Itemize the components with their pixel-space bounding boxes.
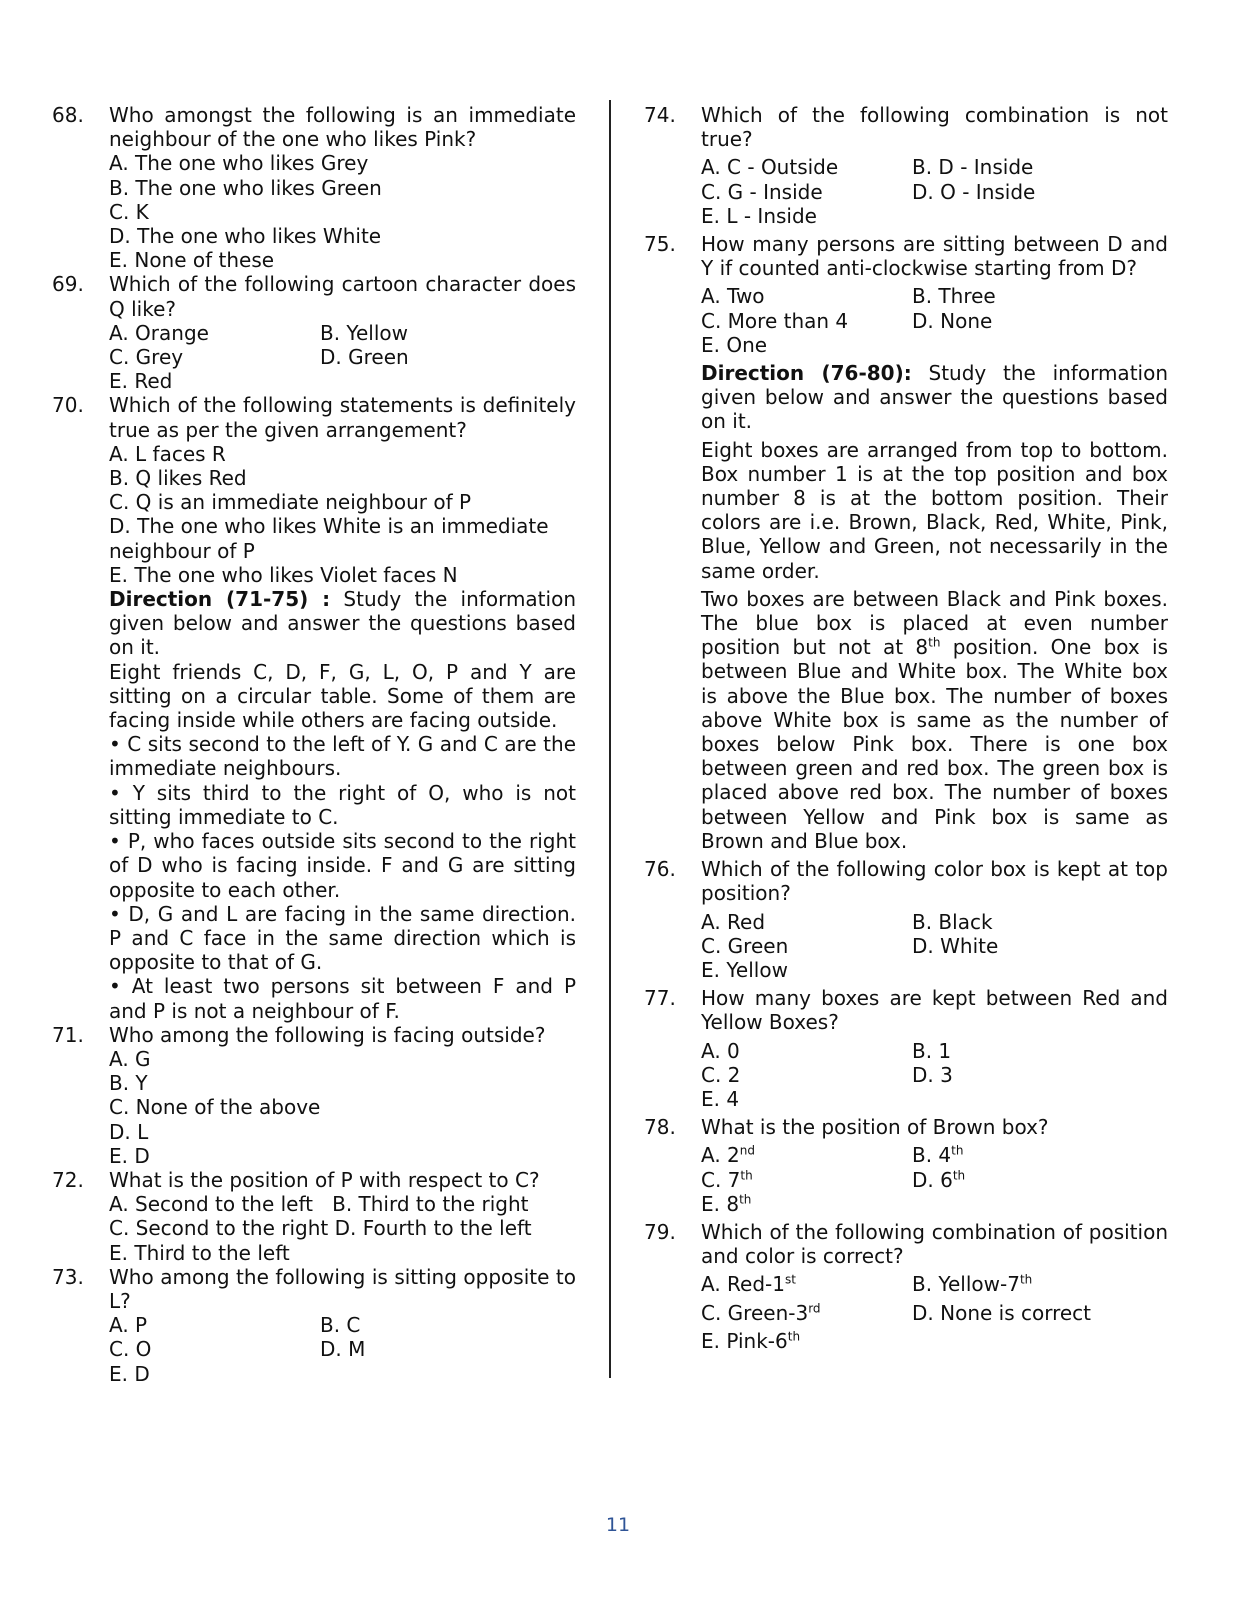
option: D. O - Inside [912,179,1036,204]
option: B. Yellow [320,320,409,345]
options-grid [109,1313,576,1386]
ordinal-suffix: th [739,1192,752,1207]
direction-76-80 [644,361,1168,434]
option: C. Q is an immediate neighbour of P [109,490,472,515]
option [912,1272,1168,1296]
option: B. Third to the right [332,1192,529,1217]
option: C. None of the above [109,1095,321,1120]
option [701,1192,912,1216]
info-bullet: • P, who faces outside sits second to the right of D who is facing inside. F and G are sitting opposite to each other. [109,829,576,902]
option: D. Green [320,345,409,370]
question-text: Which of the following combination of position and color is correct? [701,1219,1168,1269]
option: D. White [912,933,999,958]
info-intro: Eight friends C, D, F, G, L, O, P and Y are sitting on a circular table. Some of them are facing inside while others are facing outside. [109,659,576,733]
question-text: Which of the following cartoon character does Q like? [109,272,576,321]
option: E. None of these [109,248,275,273]
option-text: E. Pink-6 [701,1328,788,1353]
question-number: 78. [644,1115,676,1140]
options-grid [109,321,576,394]
question-number: 73. [52,1264,84,1289]
ordinal-suffix: th [1019,1272,1033,1287]
info-bullet: • C sits second to the left of Y. G and C are the immediate neighbours. [109,732,576,781]
question-number: 79. [644,1219,676,1244]
ordinal-suffix: st [784,1272,796,1287]
option [701,1272,912,1296]
question-68 [52,103,576,272]
question-number: 75. [644,232,676,257]
option: C. Grey [109,345,184,370]
option: E. D [109,1143,150,1168]
question-69 [52,272,576,393]
option: B. Q likes Red [109,466,247,491]
question-number: 68. [52,103,84,127]
direction-label: Direction (76-80): [701,361,912,386]
info-bullet: • At least two persons sit between F and P and P is not a neighbour of F. [109,974,576,1023]
question-text: What is the position of Brown box? [701,1115,1049,1140]
option: B. C [320,1313,361,1338]
info-bullet: • D, G and L are facing in the same direction. P and C face in the same direction which is opposite to that of G. [109,901,576,975]
option: E. Red [109,369,173,394]
question-77 [644,986,1168,1111]
right-column [644,103,1168,1353]
option-text: C. Green-3 [701,1300,809,1325]
question-70 [52,393,576,587]
option: C. Second to the right [109,1216,329,1241]
option: A. Two [701,284,765,309]
direction-label: Direction (71-75) : [109,587,331,612]
option: E. Third to the left [109,1240,290,1265]
option-row [109,1216,576,1240]
option: D. The one who likes White [109,224,382,249]
question-74 [644,103,1168,228]
ordinal-suffix: th [740,1167,753,1182]
option: B. Black [912,909,993,934]
question-text: Which of the following color box is kept at top position? [701,857,1168,906]
option: E. 4 [701,1086,740,1111]
option: D. M [320,1337,366,1362]
option: E. Yellow [701,957,788,982]
info-paragraph: Eight boxes are arranged from top to bottom. Box number 1 is at the top position and box number 8 is at the bottom position. Their colors are i.e. Brown, Black, Red, White, Pink, Blue, Yellow and Green, not necessarily in the same order. [701,437,1168,583]
option-text: B. Yellow-7 [912,1272,1020,1297]
option: A. Orange [109,320,209,345]
options-grid [701,1143,1168,1216]
option: B. Y [109,1071,148,1096]
option [912,1168,1168,1192]
question-71 [52,1023,576,1168]
option: B. The one who likes Green [109,175,382,200]
ordinal-suffix: nd [739,1143,756,1158]
option: A. Second to the left [109,1192,314,1217]
option: A. C - Outside [701,155,839,180]
question-text: Who among the following is sitting opposite to L? [109,1264,576,1313]
options-grid [701,910,1168,983]
option: C. O [109,1337,152,1362]
question-76 [644,857,1168,982]
option: A. L faces R [109,441,226,466]
option: E. The one who likes Violet faces N [109,562,458,587]
option: D. L [109,1119,149,1144]
option: D. Fourth to the left [334,1216,532,1241]
option: A. P [109,1313,148,1338]
question-text: Who amongst the following is an immediate neighbour of the one who likes Pink? [109,103,576,152]
option: A. Red [701,909,766,934]
ordinal-suffix: rd [808,1300,821,1315]
page-number: 11 [605,1514,631,1536]
option: D. None [912,308,993,333]
option-text: C. 7 [701,1167,741,1192]
option-text: A. Red-1 [701,1272,785,1297]
option: B. Three [912,284,996,309]
option [701,1168,912,1192]
option-text: D. None is correct [912,1300,1092,1325]
question-number: 70. [52,393,84,418]
options-grid [701,155,1168,228]
info-text: Two boxes are between Black and Pink boxes. The blue box is placed at even number position but not at 8 [701,586,1168,660]
ordinal-suffix: th [952,1167,966,1182]
option [912,1143,1168,1167]
question-text: Which of the following combination is not true? [701,103,1168,152]
question-79 [644,1220,1168,1353]
option-text: A. 2 [701,1143,740,1168]
option: C. More than 4 [701,308,849,333]
info-text: position. One box is between Blue and White box. The White box is above the Blue box. The number of boxes above White box is same as the number of boxes below Pink box. There is one box between green and red box. The green box is placed above red box. The number of boxes between Yellow and Pink box is same as Brown and Blue box. [701,635,1169,853]
option: D. 3 [912,1062,953,1087]
option: A. 0 [701,1038,740,1063]
ordinal-suffix: th [928,635,941,650]
options-grid [701,1272,1168,1353]
question-number: 76. [644,857,676,882]
option: B. 1 [912,1038,952,1063]
option: C. G - Inside [701,179,823,204]
option: A. G [109,1046,151,1071]
direction-text: Study the information given below and answer the questions based on it. [701,361,1169,434]
option-text: B. 4 [912,1143,952,1168]
option-text: E. 8 [701,1191,740,1216]
option: E. One [701,332,768,357]
question-72 [52,1168,576,1265]
option: D. The one who likes White is an immediate neighbour of P [109,514,549,563]
option: C. K [109,199,149,224]
column-divider [609,100,611,1378]
options-grid [701,284,1168,357]
left-column [52,103,576,1386]
question-78 [644,1115,1168,1216]
option: C. Green [701,933,789,958]
option [701,1143,912,1167]
option [701,1301,912,1325]
options-grid [701,1039,1168,1112]
question-text: How many persons are sitting between D and Y if counted anti-clockwise starting from D? [701,232,1168,281]
option [701,1329,912,1353]
question-number: 77. [644,986,676,1011]
question-number: 74. [644,103,676,127]
option: E. L - Inside [701,203,817,228]
info-bullet: • Y sits third to the right of O, who is not sitting immediate to C. [109,780,576,829]
question-number: 71. [52,1022,84,1047]
option-row [109,1192,576,1216]
question-text: What is the position of P with respect to C? [109,1167,540,1192]
option: A. The one who likes Grey [109,151,369,176]
option: C. 2 [701,1062,741,1087]
direction-71-75 [52,587,576,660]
option-text: D. 6 [912,1167,953,1192]
direction-text: Study the information given below and answer the questions based on it. [109,587,576,660]
ordinal-suffix: th [787,1329,801,1344]
ordinal-suffix: th [951,1143,964,1158]
option: E. D [109,1361,150,1386]
question-text: How many boxes are kept between Red and Yellow Boxes? [701,986,1168,1035]
question-text: Who among the following is facing outside? [109,1022,546,1047]
question-number: 69. [52,272,84,297]
question-75 [644,232,1168,357]
option [912,1301,1168,1325]
question-number: 72. [52,1167,84,1192]
option: B. D - Inside [912,155,1034,180]
info-paragraph [644,587,1168,853]
question-text: Which of the following statements is definitely true as per the given arrangement? [109,393,576,442]
question-73 [52,1265,576,1386]
